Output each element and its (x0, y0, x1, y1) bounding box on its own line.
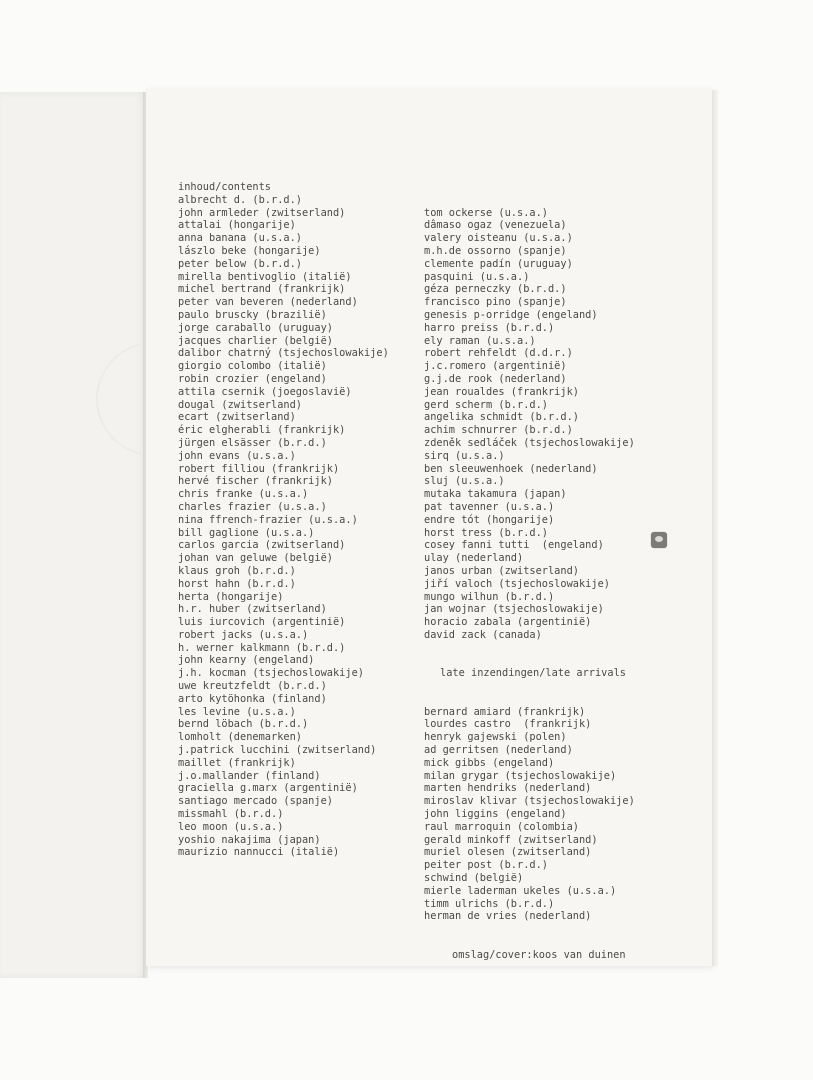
contents-entry: ecart (zwitserland) (178, 411, 296, 424)
late-arrival-entry: bernard amiard (frankrijk) (424, 705, 586, 718)
contents-entry: janos urban (zwitserland) (424, 564, 579, 577)
contents-entry: peter van beveren (nederland) (178, 296, 358, 309)
contents-entry: maurizio nannucci (italië) (178, 846, 340, 859)
contents-entry: maillet (frankrijk) (178, 756, 296, 769)
contents-entry: pasquini (u.s.a.) (424, 270, 530, 283)
contents-entry: harro preiss (b.r.d.) (424, 321, 555, 334)
contents-entry: charles frazier (u.s.a.) (178, 500, 327, 513)
contents-entry: michel bertrand (frankrijk) (178, 283, 346, 296)
contents-left-column (178, 181, 389, 859)
contents-entry: lászlo beke (hongarije) (178, 244, 321, 257)
contents-entry: valery oisteanu (u.s.a.) (424, 232, 573, 245)
contents-entry: jiří valoch (tsjechoslowakije) (424, 577, 610, 590)
contents-entry: robert filliou (frankrijk) (178, 462, 340, 475)
contents-entry: robert rehfeldt (d.d.r.) (424, 347, 573, 360)
contents-entry: clemente padín (uruguay) (424, 257, 573, 270)
late-arrival-entry: mierle laderman ukeles (u.s.a.) (424, 884, 617, 897)
contents-entry: jean roualdes (frankrijk) (424, 385, 579, 398)
contents-entry: j.patrick lucchini (zwitserland) (178, 744, 377, 757)
contents-entry: m.h.de ossorno (spanje) (424, 244, 567, 257)
contents-entry: éric elgherabli (frankrijk) (178, 424, 346, 437)
contents-entry: robert jacks (u.s.a.) (178, 628, 309, 641)
contents-entry: klaus groh (b.r.d.) (178, 564, 296, 577)
contents-entry: j.o.mallander (finland) (178, 769, 321, 782)
contents-entry: horacio zabala (argentinië) (424, 616, 592, 629)
left-page (0, 92, 146, 978)
contents-entry: john kearny (engeland) (178, 654, 315, 667)
contents-entry: david zack (canada) (424, 628, 542, 641)
late-arrival-entry: miroslav klivar (tsjechoslowakije) (424, 795, 635, 808)
contents-entry: francisco pino (spanje) (424, 296, 567, 309)
paper-clip-mark (651, 532, 667, 548)
contents-entry: jorge caraballo (uruguay) (178, 321, 333, 334)
late-arrival-entry: schwind (belgië) (424, 872, 524, 885)
contents-entry: genesis p-orridge (engeland) (424, 308, 598, 321)
contents-entry: robin crozier (engeland) (178, 372, 327, 385)
late-arrival-entry: lourdes castro (frankrijk) (424, 718, 592, 731)
contents-entry: jürgen elsässer (b.r.d.) (178, 436, 327, 449)
contents-entry: angelika schmidt (b.r.d.) (424, 411, 579, 424)
contents-entry: horst hahn (b.r.d.) (178, 577, 296, 590)
contents-entry: achim schnurrer (b.r.d.) (424, 424, 573, 437)
late-arrival-entry: herman de vries (nederland) (424, 910, 592, 923)
cover-credit: omslag/cover:koos van duinen (452, 948, 626, 961)
late-arrival-entry: ad gerritsen (nederland) (424, 744, 573, 757)
late-arrival-entry: muriel olesen (zwitserland) (424, 846, 592, 859)
contents-entry: endre tót (hongarije) (424, 513, 555, 526)
contents-entry: giorgio colombo (italië) (178, 360, 327, 373)
contents-entry: zdeněk sedláček (tsjechoslowakije) (424, 436, 635, 449)
contents-entry: pat tavenner (u.s.a.) (424, 500, 555, 513)
contents-entry: ben sleeuwenhoek (nederland) (424, 462, 598, 475)
late-arrival-entry: mick gibbs (engeland) (424, 756, 555, 769)
contents-entry: bill gaglione (u.s.a.) (178, 526, 315, 539)
contents-entry: paulo bruscky (brazilië) (178, 308, 327, 321)
contents-entry: ulay (nederland) (424, 552, 524, 565)
contents-entry: attila csernik (joegoslavië) (178, 385, 352, 398)
contents-entry: missmahl (b.r.d.) (178, 808, 284, 821)
contents-entry: carlos garcia (zwitserland) (178, 539, 346, 552)
contents-entry: attalai (hongarije) (178, 219, 296, 232)
contents-entry: yoshio nakajima (japan) (178, 833, 321, 846)
contents-entry: john evans (u.s.a.) (178, 449, 296, 462)
contents-entry: mungo wilhun (b.r.d.) (424, 590, 555, 603)
contents-entry: bernd löbach (b.r.d.) (178, 718, 309, 731)
contents-entry: inhoud/contents (178, 181, 271, 193)
contents-entry: dalibor chatrný (tsjechoslowakije) (178, 347, 389, 360)
contents-entry: g.j.de rook (nederland) (424, 372, 567, 385)
contents-entry: hervé fischer (frankrijk) (178, 475, 333, 488)
contents-entry: luis iurcovich (argentinië) (178, 616, 346, 629)
contents-entry: j.h. kocman (tsjechoslowakije) (178, 667, 364, 680)
contents-entry: horst tress (b.r.d.) (424, 526, 548, 539)
late-arrival-entry: marten hendriks (nederland) (424, 782, 592, 795)
contents-entry: jan wojnar (tsjechoslowakije) (424, 603, 604, 616)
contents-entry: uwe kreutzfeldt (b.r.d.) (178, 680, 327, 693)
contents-entry: cosey fanni tutti (engeland) (424, 539, 604, 552)
late-arrivals-heading: late inzendingen/late arrivals (440, 667, 626, 680)
contents-entry: mirella bentivoglio (italië) (178, 270, 352, 283)
contents-entry: nina ffrench-frazier (u.s.a.) (178, 513, 358, 526)
late-arrival-entry: henryk gajewski (polen) (424, 731, 567, 744)
contents-entry: dâmaso ogaz (venezuela) (424, 219, 567, 232)
contents-entry: albrecht d. (b.r.d.) (178, 193, 302, 206)
contents-entry: h. werner kalkmann (b.r.d.) (178, 641, 346, 654)
contents-entry: peter below (b.r.d.) (178, 257, 302, 270)
late-arrival-entry: peiter post (b.r.d.) (424, 859, 548, 872)
contents-entry: mutaka takamura (japan) (424, 488, 567, 501)
contents-entry: les levine (u.s.a.) (178, 705, 296, 718)
contents-entry: jacques charlier (belgië) (178, 334, 333, 347)
contents-entry: h.r. huber (zwitserland) (178, 603, 327, 616)
contents-entry: dougal (zwitserland) (178, 398, 302, 411)
contents-entry: gerd scherm (b.r.d.) (424, 398, 548, 411)
contents-entry: géza perneczky (b.r.d.) (424, 283, 567, 296)
late-arrival-entry: raul marroquin (colombia) (424, 820, 579, 833)
contents-entry: sluj (u.s.a.) (424, 475, 505, 488)
contents-entry: johan van geluwe (belgië) (178, 552, 333, 565)
late-arrival-entry: timm ulrichs (b.r.d.) (424, 897, 555, 910)
contents-entry: john armleder (zwitserland) (178, 206, 346, 219)
contents-entry: j.c.romero (argentinië) (424, 360, 567, 373)
late-arrival-entry: milan grygar (tsjechoslowakije) (424, 769, 617, 782)
late-arrival-entry: john liggins (engeland) (424, 808, 567, 821)
contents-entry: lomholt (denemarken) (178, 731, 302, 744)
contents-entry: ely raman (u.s.a.) (424, 334, 536, 347)
contents-entry: graciella g.marx (argentinië) (178, 782, 358, 795)
contents-entry: herta (hongarije) (178, 590, 284, 603)
contents-entry: santiago mercado (spanje) (178, 795, 333, 808)
contents-entry: leo moon (u.s.a.) (178, 820, 284, 833)
contents-entry: sirq (u.s.a.) (424, 449, 505, 462)
contents-entry: arto kytöhonka (finland) (178, 692, 327, 705)
contents-entry: chris franke (u.s.a.) (178, 488, 309, 501)
late-arrival-entry: gerald minkoff (zwitserland) (424, 833, 598, 846)
contents-entry: tom ockerse (u.s.a.) (424, 206, 548, 219)
page-edge (712, 90, 718, 966)
contents-right-column (424, 181, 635, 974)
contents-entry: anna banana (u.s.a.) (178, 232, 302, 245)
